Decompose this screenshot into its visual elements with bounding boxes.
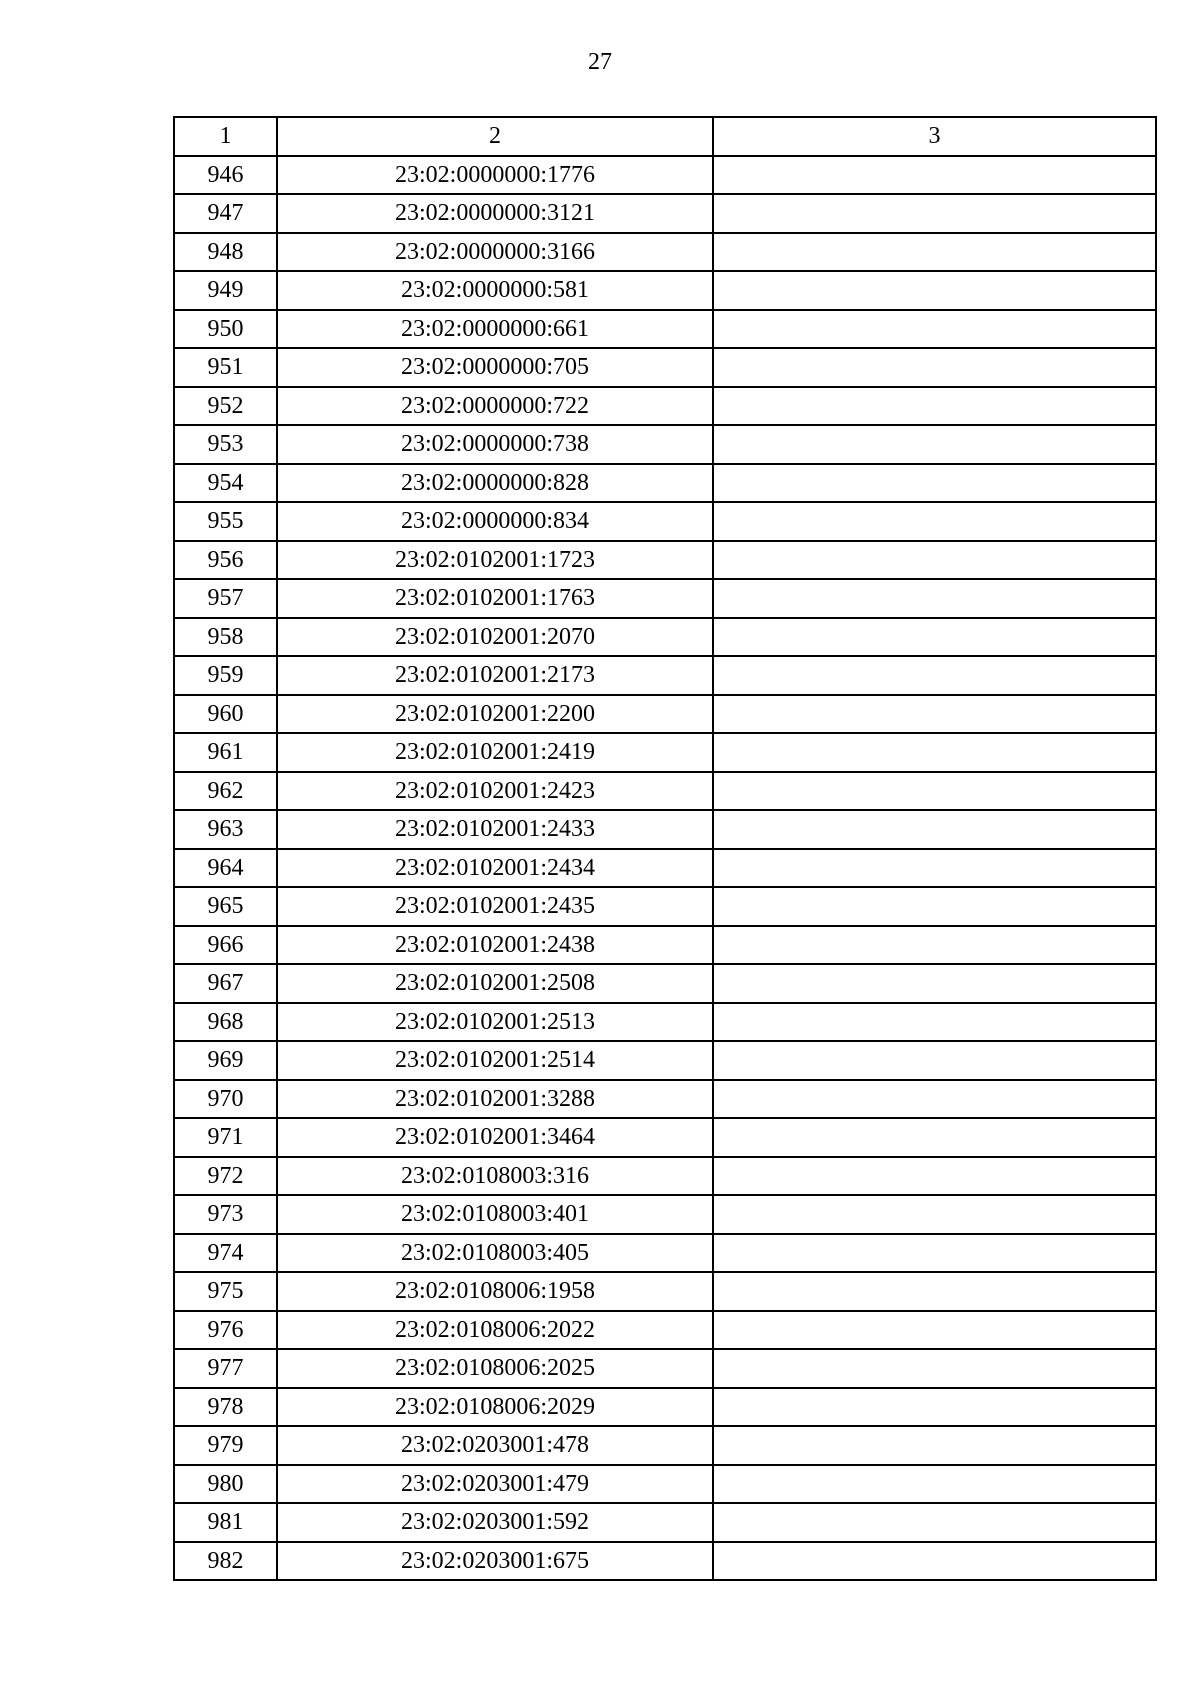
cadastral-number-cell: 23:02:0102001:3288 — [277, 1080, 713, 1119]
row-number-cell: 971 — [174, 1118, 277, 1157]
cadastral-number-cell: 23:02:0108006:2029 — [277, 1388, 713, 1427]
row-number-cell: 982 — [174, 1542, 277, 1581]
table-row — [174, 1388, 1156, 1427]
notes-cell — [713, 1041, 1156, 1080]
table-row — [174, 1003, 1156, 1042]
row-number-cell: 955 — [174, 502, 277, 541]
table-row — [174, 271, 1156, 310]
row-number-cell: 964 — [174, 849, 277, 888]
cadastral-table — [173, 116, 1157, 1581]
row-number-cell: 959 — [174, 656, 277, 695]
cadastral-number-cell: 23:02:0102001:2423 — [277, 772, 713, 811]
notes-cell — [713, 387, 1156, 426]
table-row — [174, 1234, 1156, 1273]
row-number-cell: 970 — [174, 1080, 277, 1119]
row-number-cell: 976 — [174, 1311, 277, 1350]
row-number-cell: 967 — [174, 964, 277, 1003]
row-number-cell: 975 — [174, 1272, 277, 1311]
row-number-cell: 960 — [174, 695, 277, 734]
notes-cell — [713, 1080, 1156, 1119]
cadastral-number-cell: 23:02:0102001:2508 — [277, 964, 713, 1003]
cadastral-number-cell: 23:02:0108006:2022 — [277, 1311, 713, 1350]
cadastral-number-cell: 23:02:0102001:2200 — [277, 695, 713, 734]
cadastral-number-cell: 23:02:0000000:3121 — [277, 194, 713, 233]
notes-cell — [713, 810, 1156, 849]
notes-cell — [713, 156, 1156, 195]
row-number-cell: 981 — [174, 1503, 277, 1542]
notes-cell — [713, 1003, 1156, 1042]
cadastral-number-cell: 23:02:0102001:2419 — [277, 733, 713, 772]
cadastral-number-cell: 23:02:0102001:2513 — [277, 1003, 713, 1042]
table-row — [174, 1311, 1156, 1350]
row-number-cell: 961 — [174, 733, 277, 772]
notes-cell — [713, 194, 1156, 233]
header-row — [174, 117, 1156, 156]
notes-cell — [713, 772, 1156, 811]
table-row — [174, 233, 1156, 272]
cadastral-number-cell: 23:02:0102001:1763 — [277, 579, 713, 618]
notes-cell — [713, 233, 1156, 272]
cadastral-number-cell: 23:02:0203001:479 — [277, 1465, 713, 1504]
table-row — [174, 425, 1156, 464]
row-number-cell: 966 — [174, 926, 277, 965]
notes-cell — [713, 887, 1156, 926]
table-row — [174, 348, 1156, 387]
cadastral-number-cell: 23:02:0102001:2435 — [277, 887, 713, 926]
notes-cell — [713, 541, 1156, 580]
table-row — [174, 733, 1156, 772]
cadastral-number-cell: 23:02:0108006:2025 — [277, 1349, 713, 1388]
notes-cell — [713, 464, 1156, 503]
table-row — [174, 541, 1156, 580]
row-number-cell: 977 — [174, 1349, 277, 1388]
notes-cell — [713, 502, 1156, 541]
notes-cell — [713, 1157, 1156, 1196]
row-number-cell: 947 — [174, 194, 277, 233]
notes-cell — [713, 1503, 1156, 1542]
notes-cell — [713, 271, 1156, 310]
cadastral-number-cell: 23:02:0102001:2070 — [277, 618, 713, 657]
row-number-cell: 952 — [174, 387, 277, 426]
table-row — [174, 156, 1156, 195]
table-row — [174, 1465, 1156, 1504]
cadastral-number-cell: 23:02:0102001:2438 — [277, 926, 713, 965]
cadastral-number-cell: 23:02:0000000:1776 — [277, 156, 713, 195]
cadastral-number-cell: 23:02:0203001:675 — [277, 1542, 713, 1581]
row-number-cell: 951 — [174, 348, 277, 387]
row-number-cell: 978 — [174, 1388, 277, 1427]
cadastral-number-cell: 23:02:0102001:3464 — [277, 1118, 713, 1157]
table-row — [174, 1426, 1156, 1465]
table-row — [174, 964, 1156, 1003]
notes-cell — [713, 618, 1156, 657]
notes-cell — [713, 310, 1156, 349]
notes-cell — [713, 695, 1156, 734]
row-number-cell: 962 — [174, 772, 277, 811]
row-number-cell: 965 — [174, 887, 277, 926]
notes-cell — [713, 1272, 1156, 1311]
notes-cell — [713, 849, 1156, 888]
table-row — [174, 502, 1156, 541]
cadastral-number-cell: 23:02:0102001:2173 — [277, 656, 713, 695]
notes-cell — [713, 1388, 1156, 1427]
table-row — [174, 849, 1156, 888]
notes-cell — [713, 926, 1156, 965]
row-number-cell: 958 — [174, 618, 277, 657]
notes-cell — [713, 425, 1156, 464]
notes-cell — [713, 733, 1156, 772]
row-number-cell: 957 — [174, 579, 277, 618]
notes-cell — [713, 1311, 1156, 1350]
header-col-1: 1 — [174, 117, 277, 156]
row-number-cell: 973 — [174, 1195, 277, 1234]
row-number-cell: 954 — [174, 464, 277, 503]
notes-cell — [713, 1349, 1156, 1388]
notes-cell — [713, 964, 1156, 1003]
table-row — [174, 1041, 1156, 1080]
table-row — [174, 579, 1156, 618]
table-row — [174, 772, 1156, 811]
row-number-cell: 968 — [174, 1003, 277, 1042]
header-col-3: 3 — [713, 117, 1156, 156]
table-row — [174, 695, 1156, 734]
row-number-cell: 949 — [174, 271, 277, 310]
page-number: 27 — [588, 49, 612, 75]
notes-cell — [713, 1118, 1156, 1157]
row-number-cell: 972 — [174, 1157, 277, 1196]
cadastral-number-cell: 23:02:0000000:705 — [277, 348, 713, 387]
notes-cell — [713, 656, 1156, 695]
cadastral-number-cell: 23:02:0108003:405 — [277, 1234, 713, 1273]
cadastral-number-cell: 23:02:0108006:1958 — [277, 1272, 713, 1311]
cadastral-number-cell: 23:02:0000000:722 — [277, 387, 713, 426]
table-row — [174, 464, 1156, 503]
notes-cell — [713, 1542, 1156, 1581]
notes-cell — [713, 579, 1156, 618]
notes-cell — [713, 348, 1156, 387]
row-number-cell: 953 — [174, 425, 277, 464]
row-number-cell: 969 — [174, 1041, 277, 1080]
cadastral-number-cell: 23:02:0203001:592 — [277, 1503, 713, 1542]
cadastral-number-cell: 23:02:0000000:828 — [277, 464, 713, 503]
cadastral-number-cell: 23:02:0000000:738 — [277, 425, 713, 464]
row-number-cell: 950 — [174, 310, 277, 349]
row-number-cell: 948 — [174, 233, 277, 272]
table-row — [174, 1349, 1156, 1388]
table-row — [174, 1157, 1156, 1196]
cadastral-number-cell: 23:02:0102001:2514 — [277, 1041, 713, 1080]
table-row — [174, 1118, 1156, 1157]
table-row — [174, 194, 1156, 233]
cadastral-number-cell: 23:02:0102001:2433 — [277, 810, 713, 849]
row-number-cell: 979 — [174, 1426, 277, 1465]
cadastral-number-cell: 23:02:0108003:316 — [277, 1157, 713, 1196]
table-row — [174, 656, 1156, 695]
table-row — [174, 1503, 1156, 1542]
row-number-cell: 980 — [174, 1465, 277, 1504]
table-row — [174, 810, 1156, 849]
table-row — [174, 1080, 1156, 1119]
table-row — [174, 387, 1156, 426]
cadastral-table-container — [173, 116, 1155, 1581]
notes-cell — [713, 1234, 1156, 1273]
table-row — [174, 310, 1156, 349]
row-number-cell: 946 — [174, 156, 277, 195]
notes-cell — [713, 1465, 1156, 1504]
row-number-cell: 974 — [174, 1234, 277, 1273]
table-header — [174, 117, 1156, 156]
cadastral-number-cell: 23:02:0108003:401 — [277, 1195, 713, 1234]
table-row — [174, 887, 1156, 926]
notes-cell — [713, 1426, 1156, 1465]
row-number-cell: 963 — [174, 810, 277, 849]
header-col-2: 2 — [277, 117, 713, 156]
row-number-cell: 956 — [174, 541, 277, 580]
notes-cell — [713, 1195, 1156, 1234]
table-row — [174, 926, 1156, 965]
cadastral-number-cell: 23:02:0000000:834 — [277, 502, 713, 541]
table-row — [174, 1195, 1156, 1234]
cadastral-number-cell: 23:02:0000000:661 — [277, 310, 713, 349]
cadastral-number-cell: 23:02:0000000:581 — [277, 271, 713, 310]
cadastral-number-cell: 23:02:0102001:1723 — [277, 541, 713, 580]
cadastral-number-cell: 23:02:0000000:3166 — [277, 233, 713, 272]
cadastral-number-cell: 23:02:0102001:2434 — [277, 849, 713, 888]
cadastral-number-cell: 23:02:0203001:478 — [277, 1426, 713, 1465]
table-row — [174, 1542, 1156, 1581]
table-row — [174, 1272, 1156, 1311]
table-body — [174, 156, 1156, 1581]
table-row — [174, 618, 1156, 657]
